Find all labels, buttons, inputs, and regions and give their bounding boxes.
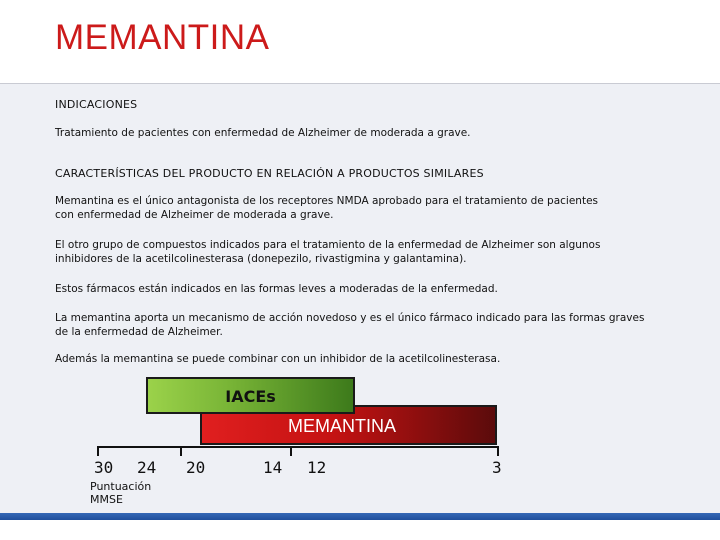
footer-bar — [0, 513, 720, 520]
tick-label-20: 20 — [186, 458, 206, 477]
axis-tick — [97, 446, 99, 456]
indicaciones-text: Tratamiento de pacientes con enfermedad de Alzheimer de moderada a grave. — [55, 127, 471, 139]
paragraph-5: Además la memantina se puede combinar con un inhibidor de la acetilcolinesterasa. — [55, 353, 501, 365]
axis-tick — [290, 446, 292, 456]
tick-label-30: 30 — [94, 458, 114, 477]
paragraph-2: El otro grupo de compuestos indicados para el tratamiento de la enfermedad de Alzheimer son algunos inhibidores de la acetilcolinesterasa (donepezilo, rivastigmina y galantamina). — [55, 239, 601, 265]
mmse-axis-line — [97, 446, 499, 448]
axis-caption: Puntuación MMSE — [90, 480, 152, 506]
caracteristicas-heading: CARACTERÍSTICAS DEL PRODUCTO EN RELACIÓN A PRODUCTOS SIMILARES — [55, 167, 484, 180]
tick-label-14: 14 — [263, 458, 283, 477]
tick-label-12: 12 — [307, 458, 327, 477]
paragraph-4: La memantina aporta un mecanismo de acción novedoso y es el único fármaco indicado para las formas graves de la enfermedad de Alzheimer. — [55, 312, 645, 338]
tick-label-24: 24 — [137, 458, 157, 477]
paragraph-3: Estos fármacos están indicados en las formas leves a moderadas de la enfermedad. — [55, 283, 498, 295]
iaces-bar-label: IACEs — [225, 387, 276, 406]
axis-tick — [497, 446, 499, 456]
content-panel — [0, 83, 720, 514]
axis-tick — [180, 446, 182, 456]
paragraph-1: Memantina es el único antagonista de los receptores NMDA aprobado para el tratamiento de pacientes con enfermedad de Alzheimer de moderada a grave. — [55, 195, 599, 221]
tick-label-3: 3 — [492, 458, 502, 477]
indicaciones-heading: INDICACIONES — [55, 98, 138, 111]
memantina-bar-label: MEMANTINA — [288, 416, 396, 436]
page-title: MEMANTINA — [55, 18, 270, 57]
iaces-bar — [146, 377, 355, 414]
